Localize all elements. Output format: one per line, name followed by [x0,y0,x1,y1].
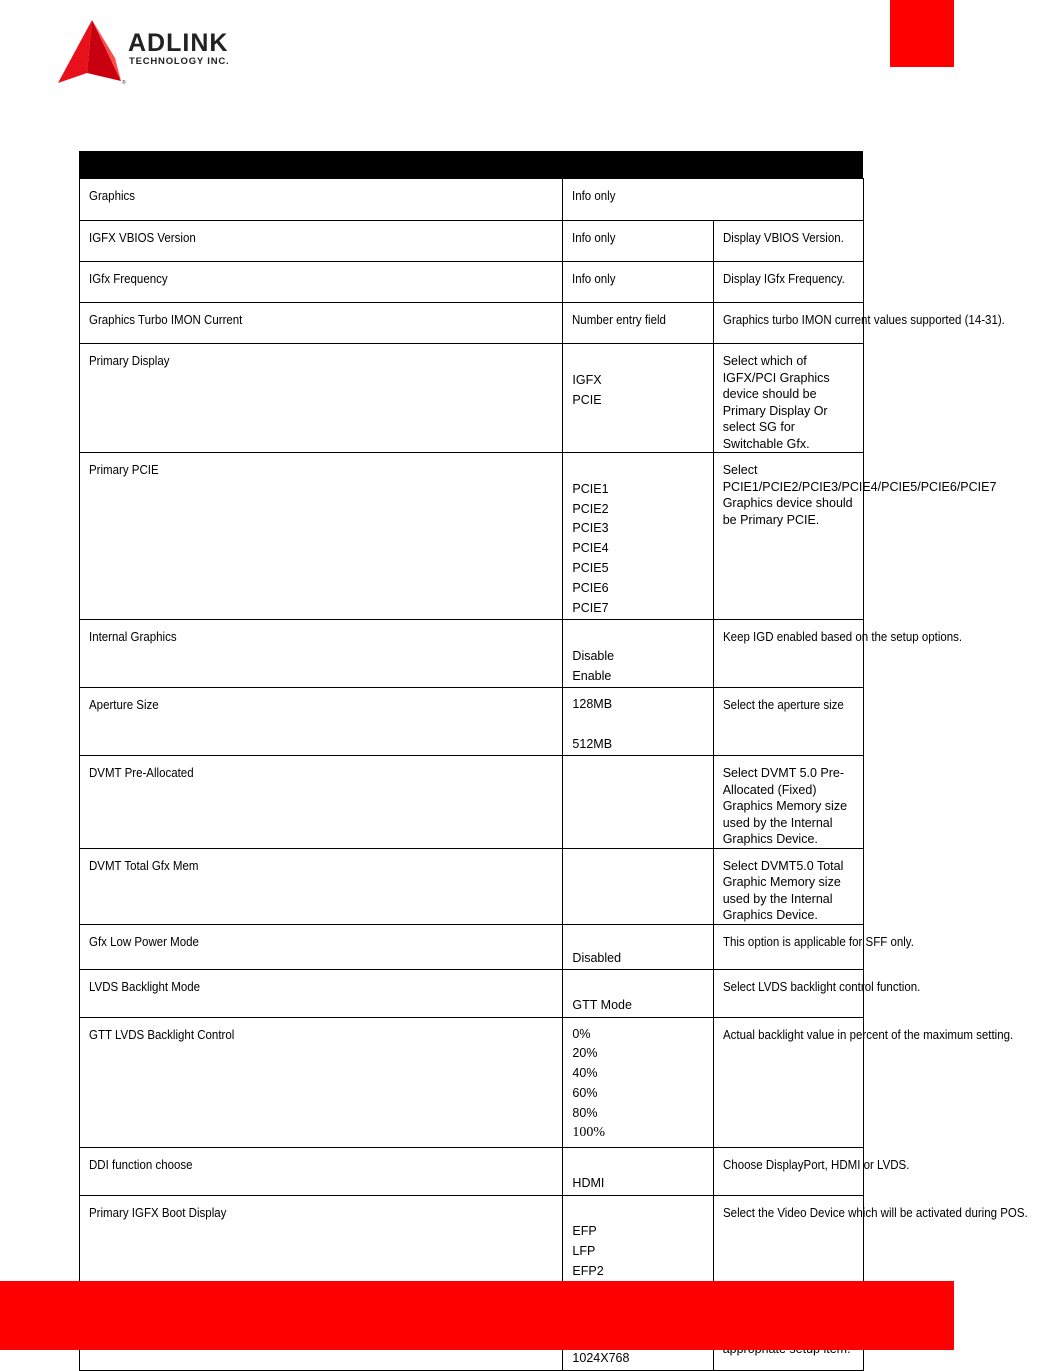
options-cell: GTT Mode [563,969,713,1017]
table-row [80,179,864,221]
options-cell: 1024X768 [563,1282,713,1370]
item-cell: Graphics Turbo IMON Current [80,303,563,344]
table-header-bar [79,151,863,179]
table-row [80,1147,864,1195]
table-row [80,924,864,969]
description-cell: Select DVMT 5.0 Pre-Allocated (Fixed) Graphics Memory size used by the Internal Graphics Device. [713,756,863,849]
footer-bar [0,1281,954,1350]
corner-tab [890,0,954,67]
description-cell: Select the aperture size [713,688,863,756]
options-cell [563,848,713,924]
table-row [80,620,864,688]
options-cell: EFP LFP EFP2 [563,1195,713,1282]
svg-text:®: ® [122,80,126,86]
description-cell: Select DVMT5.0 Total Graphic Memory size used by the Internal Graphics Device. [713,848,863,924]
description-cell: Select PCIE1/PCIE2/PCIE3/PCIE4/PCIE5/PCIE6/PCIE7 Graphics device should be Primary PCIE. [713,453,863,620]
table-row [80,848,864,924]
options-cell: PCIE1 PCIE2 PCIE3 PCIE4 PCIE5 PCIE6 PCIE7 [563,453,713,620]
options-cell: Number entry field [563,303,713,344]
description-cell: Choose DisplayPort, HDMI or LVDS. [713,1147,863,1195]
options-cell [563,756,713,849]
item-cell: Graphics [80,179,563,221]
item-cell: Primary Display [80,344,563,453]
table-row [80,688,864,756]
item-cell: IGfx Frequency [80,262,563,303]
item-cell: Primary IGFX Boot Display [80,1195,563,1282]
table-row [80,453,864,620]
table-row [80,969,864,1017]
options-cell: Disabled [563,924,713,969]
options-cell: HDMI [563,1147,713,1195]
logo-triangle-icon [57,18,137,88]
options-cell: Info only [563,262,713,303]
graphics-settings-table [79,178,1028,1371]
item-cell: DVMT Pre-Allocated [80,756,563,849]
description-cell: Display IGfx Frequency. [713,262,863,303]
table-row [80,1017,864,1147]
brand-tagline: TECHNOLOGY INC. [129,56,230,67]
description-cell: Graphics turbo IMON current values supported (14-31). [713,303,863,344]
options-cell: 128MB 512MB [563,688,713,756]
item-cell: Aperture Size [80,688,563,756]
options-cell: IGFX PCIE [563,344,713,453]
table-row [80,303,864,344]
item-cell: IGFX VBIOS Version [80,221,563,262]
item-cell: DVMT Total Gfx Mem [80,848,563,924]
brand-name: ADLINK [128,29,229,57]
table-row [80,221,864,262]
options-cell: Info only [563,221,713,262]
description-cell: Display VBIOS Version. [713,221,863,262]
item-cell: GTT LVDS Backlight Control [80,1017,563,1147]
description-cell: Select which of IGFX/PCI Graphics device should be Primary Display Or select SG for Switchable Gfx. [713,344,863,453]
table-row [80,262,864,303]
table-row [80,756,864,849]
options-cell: Disable Enable [563,620,713,688]
item-cell: Gfx Low Power Mode [80,924,563,969]
table-row [80,344,864,453]
options-cell: Info only [563,179,864,221]
item-cell: Internal Graphics [80,620,563,688]
description-cell: Keep IGD enabled based on the setup options. [713,620,863,688]
item-cell: LVDS Backlight Mode [80,969,563,1017]
description-cell: Select the Video Device which will be activated during POS. [713,1195,863,1282]
item-cell: DDI function choose [80,1147,563,1195]
table-row [80,1195,864,1282]
description-cell: Select LVDS backlight control function. [713,969,863,1017]
description-cell: Actual backlight value in percent of the maximum setting. [713,1017,863,1147]
description-cell: This option is applicable for SFF only. [713,924,863,969]
options-cell: 0% 20% 40% 60% 80% 100% [563,1017,713,1147]
item-cell: Primary PCIE [80,453,563,620]
